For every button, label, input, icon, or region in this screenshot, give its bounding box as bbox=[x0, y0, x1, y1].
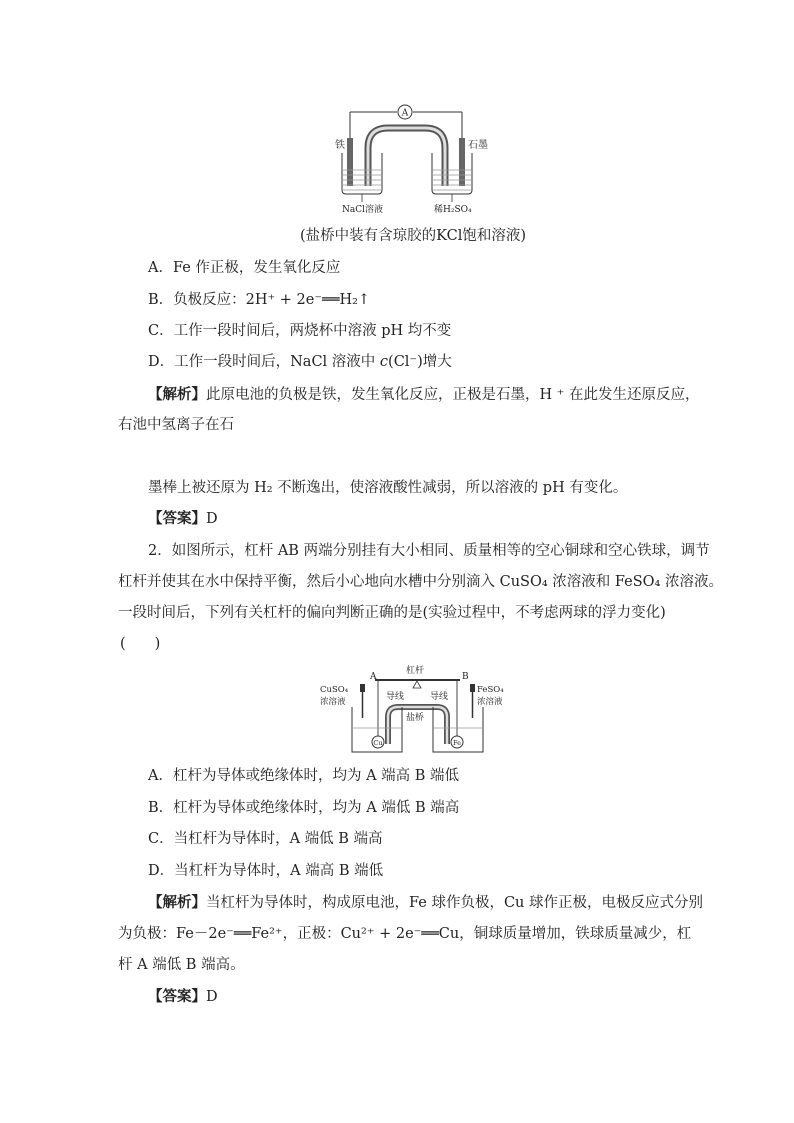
graphite-electrode bbox=[459, 138, 465, 186]
iron-ball-label: Fe bbox=[452, 739, 462, 747]
q1-answer: 【答案】D bbox=[148, 511, 218, 527]
lever-label: 杠杆 bbox=[406, 666, 425, 676]
answer-tag: 【答案】 bbox=[148, 989, 206, 1005]
q2-analysis-line2: 为负极：Fe－2e⁻══Fe²⁺，正极：Cu²⁺ + 2e⁻══Cu，铜球质量增加，铁球质量减少，杠 bbox=[118, 926, 692, 942]
lever-cell-figure bbox=[320, 662, 510, 757]
right-dropper-bulb bbox=[470, 684, 475, 692]
q1-analysis-line2: 右池中氢离子在石 bbox=[118, 417, 234, 433]
q2-option-a: A．杠杆为导体或绝缘体时，均为 A 端高 B 端低 bbox=[148, 768, 460, 784]
right-solution-level bbox=[433, 170, 471, 190]
cuso4-label: CuSO₄ bbox=[320, 685, 349, 695]
q2-stem-line3: 一段时间后，下列有关杠杆的偏向判断正确的是(实验过程中，不考虑两球的浮力变化) bbox=[118, 605, 666, 621]
graphite-label: 石墨 bbox=[468, 140, 488, 151]
h2so4-solution-label: 稀H₂SO₄ bbox=[434, 205, 472, 215]
q2-stem-line1: 2．如图所示，杠杆 AB 两端分别挂有大小相同、质量相等的空心铜球和空心铁球，调节 bbox=[148, 543, 710, 559]
iron-electrode bbox=[347, 138, 353, 186]
left-dropper-bulb bbox=[360, 684, 365, 692]
q1-option-b: B．负极反应：2H⁺ + 2e⁻══H₂↑ bbox=[148, 292, 371, 308]
q2-analysis: 【解析】当杠杆为导体时，构成原电池，Fe 球作负极，Cu 球作正极，电极反应式分别 bbox=[148, 895, 703, 911]
answer-tag: 【答案】 bbox=[148, 511, 206, 527]
wire-right-label: 导线 bbox=[430, 692, 449, 702]
q2-answer: 【答案】D bbox=[148, 989, 218, 1005]
copper-ball-label: Cu bbox=[373, 739, 383, 747]
galvanic-cell-figure bbox=[330, 98, 510, 218]
salt-bridge bbox=[368, 128, 445, 186]
q2-analysis-line3: 杆 A 端低 B 端高。 bbox=[118, 957, 245, 973]
analysis-tag: 【解析】 bbox=[148, 895, 206, 911]
q2-stem-line2: 杠杆并使其在水中保持平衡，然后小心地向水槽中分别滴入 CuSO₄ 浓溶液和 FeSO₄ 浓溶液。 bbox=[118, 574, 723, 590]
feso4-concentration-label: 浓溶液 bbox=[477, 697, 503, 707]
salt-bridge-label: 盐桥 bbox=[406, 713, 425, 723]
q2-option-d: D．当杠杆为导体时，A 端高 B 端低 bbox=[148, 863, 384, 879]
fulcrum-icon bbox=[413, 681, 421, 688]
analysis-tag: 【解析】 bbox=[148, 387, 206, 403]
lever-end-a: A bbox=[370, 672, 377, 682]
lever-end-b: B bbox=[462, 672, 469, 682]
q1-option-a: A．Fe 作正极，发生氧化反应 bbox=[148, 260, 341, 276]
ammeter-label: A bbox=[401, 108, 409, 119]
iron-label: 铁 bbox=[335, 140, 345, 151]
cuso4-concentration-label: 浓溶液 bbox=[320, 697, 346, 707]
nacl-solution-label: NaCl溶液 bbox=[342, 205, 384, 215]
q1-option-d: D．工作一段时间后，NaCl 溶液中 c(Cl⁻)增大 bbox=[148, 354, 452, 370]
q2-answer-blank: ( ) bbox=[120, 636, 161, 652]
q1-analysis: 【解析】此原电池的负极是铁，发生氧化反应，正极是石墨，H ⁺ 在此发生还原反应， bbox=[148, 387, 700, 403]
wire-left-label: 导线 bbox=[386, 692, 405, 702]
q1-option-c: C．工作一段时间后，两烧杯中溶液 pH 均不变 bbox=[148, 323, 452, 339]
right-beaker bbox=[432, 153, 472, 194]
figure1-caption: (盐桥中装有含琼胶的KCl饱和溶液) bbox=[300, 228, 526, 244]
q1-analysis-line3: 墨棒上被还原为 H₂ 不断逸出，使溶液酸性减弱，所以溶液的 pH 有变化。 bbox=[148, 480, 628, 496]
q2-option-c: C．当杠杆为导体时，A 端低 B 端高 bbox=[148, 831, 383, 847]
feso4-label: FeSO₄ bbox=[477, 685, 504, 695]
q2-option-b: B．杠杆为导体或绝缘体时，均为 A 端低 B 端高 bbox=[148, 800, 460, 816]
